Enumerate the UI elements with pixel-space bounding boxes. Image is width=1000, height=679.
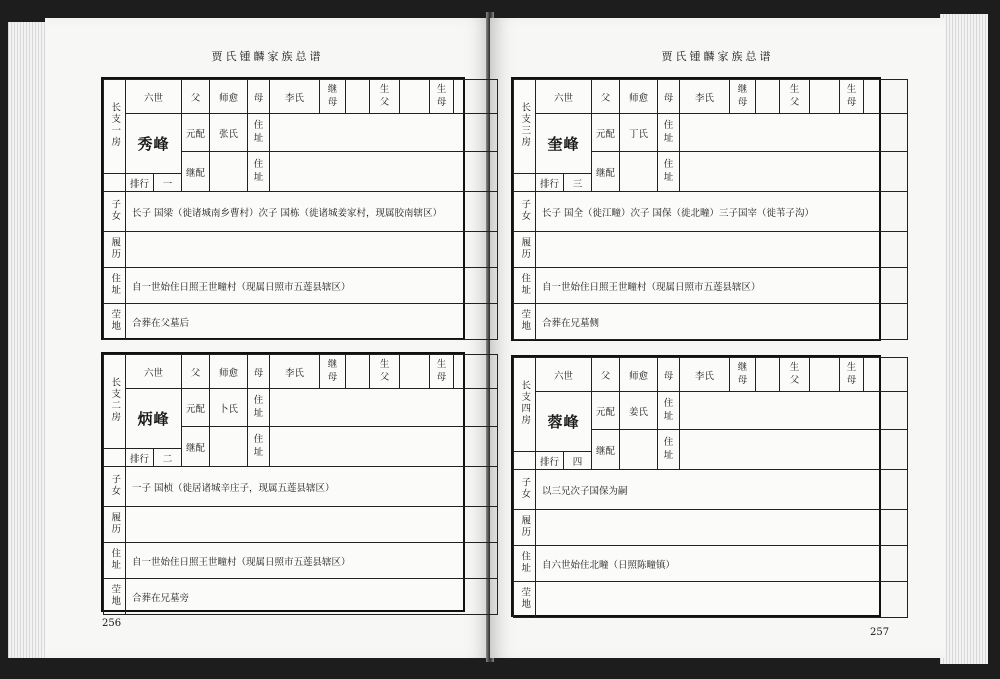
grave-text — [536, 582, 908, 618]
children-text: 长子 国全（徙江疃）次子 国保（徙北疃）三子国宰（徙苇子沟） — [536, 192, 908, 232]
birth-father-value — [400, 80, 430, 114]
residence-label-cell: 住址 — [514, 546, 536, 582]
mother-label: 母 — [248, 80, 270, 114]
genealogy-record-2 — [101, 352, 465, 612]
generation-cell: 六世 — [536, 358, 592, 392]
person-name-cell — [126, 389, 182, 449]
first-wife-address — [680, 392, 908, 430]
branch-cell — [514, 358, 536, 452]
step-mother-label: 继 母 — [730, 80, 756, 114]
first-wife-address — [680, 114, 908, 152]
grave-text: 合葬在兄墓旁 — [126, 579, 498, 615]
grave-label-cell: 茔地 — [104, 304, 126, 340]
father-label: 父 — [592, 80, 620, 114]
second-wife-label: 继配 — [182, 152, 210, 192]
birth-father-label: 生 父 — [780, 358, 810, 392]
birth-mother-label: 生 母 — [840, 80, 864, 114]
grave-text: 合葬在父墓后 — [126, 304, 498, 340]
right-page-number: 257 — [870, 627, 890, 638]
person-name: 炳峰 — [137, 410, 170, 428]
residence-label-cell: 住址 — [514, 268, 536, 304]
branch-label: 长支三房 — [519, 102, 531, 148]
birth-father-value — [810, 358, 840, 392]
rank-value: 三 — [564, 174, 592, 192]
mother-name: 李氏 — [680, 358, 730, 392]
birth-mother-label: 生 母 — [430, 80, 454, 114]
career-label-cell: 履历 — [514, 232, 536, 268]
first-wife-address-label: 住 址 — [248, 114, 270, 152]
birth-mother-label: 生 母 — [840, 358, 864, 392]
genealogy-record-1 — [101, 77, 465, 340]
mother-label: 母 — [658, 80, 680, 114]
second-wife-address — [270, 152, 498, 192]
father-label: 父 — [182, 355, 210, 389]
second-wife-name — [210, 152, 248, 192]
residence-text: 自一世始住日照王世疃村（现属日照市五莲县辖区） — [536, 268, 908, 304]
birth-mother-value — [454, 355, 498, 389]
branch-cell — [514, 80, 536, 174]
rank-value: 二 — [154, 449, 182, 467]
genealogy-record-4 — [511, 355, 881, 617]
children-label-cell: 子女 — [104, 192, 126, 232]
second-wife-name — [210, 427, 248, 467]
first-wife-address-label: 住 址 — [248, 389, 270, 427]
second-wife-name — [620, 430, 658, 470]
second-wife-address-label: 住 址 — [248, 427, 270, 467]
children-label-cell: 子女 — [514, 192, 536, 232]
first-wife-label: 元配 — [592, 114, 620, 152]
rank-spacer — [514, 174, 536, 192]
children-text: 以三兄次子国保为嗣 — [536, 470, 908, 510]
first-wife-address-label: 住 址 — [658, 392, 680, 430]
step-mother-label: 继 母 — [730, 358, 756, 392]
second-wife-address-label: 住 址 — [658, 430, 680, 470]
first-wife-address — [270, 114, 498, 152]
second-wife-address-label: 住 址 — [658, 152, 680, 192]
person-name-cell — [536, 114, 592, 174]
second-wife-address — [270, 427, 498, 467]
birth-father-label: 生 父 — [370, 80, 400, 114]
grave-label-cell: 茔地 — [104, 579, 126, 615]
rank-value: 四 — [564, 452, 592, 470]
father-name: 师愈 — [210, 80, 248, 114]
father-name: 师愈 — [620, 358, 658, 392]
second-wife-label: 继配 — [592, 152, 620, 192]
first-wife-name: 丁氏 — [620, 114, 658, 152]
first-wife-name: 姜氏 — [620, 392, 658, 430]
career-text — [126, 507, 498, 543]
mother-name: 李氏 — [270, 355, 320, 389]
branch-label: 长支一房 — [109, 102, 121, 148]
first-wife-label: 元配 — [182, 389, 210, 427]
mother-name: 李氏 — [270, 80, 320, 114]
rank-spacer — [104, 174, 126, 192]
children-label-cell: 子女 — [104, 467, 126, 507]
second-wife-name — [620, 152, 658, 192]
second-wife-address — [680, 430, 908, 470]
step-mother-value — [346, 80, 370, 114]
father-name: 师愈 — [210, 355, 248, 389]
rank-value: 一 — [154, 174, 182, 192]
mother-label: 母 — [248, 355, 270, 389]
rank-spacer — [514, 452, 536, 470]
second-wife-label: 继配 — [592, 430, 620, 470]
rank-label: 排行 — [536, 174, 564, 192]
children-text: 一子 国桢（徙居诸城辛庄子，现属五莲县辖区） — [126, 467, 498, 507]
residence-text: 自一世始住日照王世疃村（现属日照市五莲县辖区） — [126, 268, 498, 304]
father-label: 父 — [182, 80, 210, 114]
residence-label-cell: 住址 — [104, 268, 126, 304]
mother-label: 母 — [658, 358, 680, 392]
second-wife-label: 继配 — [182, 427, 210, 467]
birth-father-label: 生 父 — [370, 355, 400, 389]
father-name: 师愈 — [620, 80, 658, 114]
step-mother-value — [756, 358, 780, 392]
step-mother-value — [756, 80, 780, 114]
birth-father-value — [400, 355, 430, 389]
career-label-cell: 履历 — [104, 232, 126, 268]
birth-father-label: 生 父 — [780, 80, 810, 114]
children-text: 长子 国梁（徙诸城南乡曹村）次子 国栋（徙诸城姜家村，现属胶南辖区） — [126, 192, 498, 232]
generation-cell: 六世 — [126, 80, 182, 114]
birth-mother-label: 生 母 — [430, 355, 454, 389]
mother-name: 李氏 — [680, 80, 730, 114]
left-page-number: 256 — [102, 618, 122, 629]
first-wife-label: 元配 — [592, 392, 620, 430]
person-name: 秀峰 — [137, 135, 170, 153]
first-wife-address-label: 住 址 — [658, 114, 680, 152]
person-name-cell — [126, 114, 182, 174]
second-wife-address — [680, 152, 908, 192]
generation-cell: 六世 — [126, 355, 182, 389]
career-text — [536, 510, 908, 546]
first-wife-label: 元配 — [182, 114, 210, 152]
birth-father-value — [810, 80, 840, 114]
father-label: 父 — [592, 358, 620, 392]
step-mother-label: 继 母 — [320, 80, 346, 114]
career-text — [536, 232, 908, 268]
rank-spacer — [104, 449, 126, 467]
right-page-edge — [940, 14, 988, 664]
person-name: 奎峰 — [547, 135, 580, 153]
grave-text: 合葬在兄墓侧 — [536, 304, 908, 340]
grave-label-cell: 茔地 — [514, 304, 536, 340]
branch-label: 长支二房 — [109, 377, 121, 423]
first-wife-name: 卜氏 — [210, 389, 248, 427]
left-page-edge — [8, 22, 48, 658]
branch-cell — [104, 355, 126, 449]
residence-label-cell: 住址 — [104, 543, 126, 579]
rank-label: 排行 — [126, 174, 154, 192]
career-text — [126, 232, 498, 268]
genealogy-record-3 — [511, 77, 881, 341]
branch-cell — [104, 80, 126, 174]
career-label-cell: 履历 — [514, 510, 536, 546]
birth-mother-value — [454, 80, 498, 114]
birth-mother-value — [864, 358, 908, 392]
first-wife-name: 张氏 — [210, 114, 248, 152]
left-page-header: 贾氏锺麟家族总谱 — [211, 50, 324, 63]
grave-label-cell: 茔地 — [514, 582, 536, 618]
branch-label: 长支四房 — [519, 380, 531, 426]
residence-text: 自一世始住日照王世疃村（现属日照市五莲县辖区） — [126, 543, 498, 579]
rank-label: 排行 — [126, 449, 154, 467]
right-page-header: 贾氏锺麟家族总谱 — [661, 50, 774, 63]
step-mother-label: 继 母 — [320, 355, 346, 389]
person-name: 蓉峰 — [547, 413, 580, 431]
rank-label: 排行 — [536, 452, 564, 470]
career-label-cell: 履历 — [104, 507, 126, 543]
second-wife-address-label: 住 址 — [248, 152, 270, 192]
first-wife-address — [270, 389, 498, 427]
step-mother-value — [346, 355, 370, 389]
residence-text: 自六世始住北疃（日照陈疃镇） — [536, 546, 908, 582]
generation-cell: 六世 — [536, 80, 592, 114]
children-label-cell: 子女 — [514, 470, 536, 510]
person-name-cell — [536, 392, 592, 452]
birth-mother-value — [864, 80, 908, 114]
